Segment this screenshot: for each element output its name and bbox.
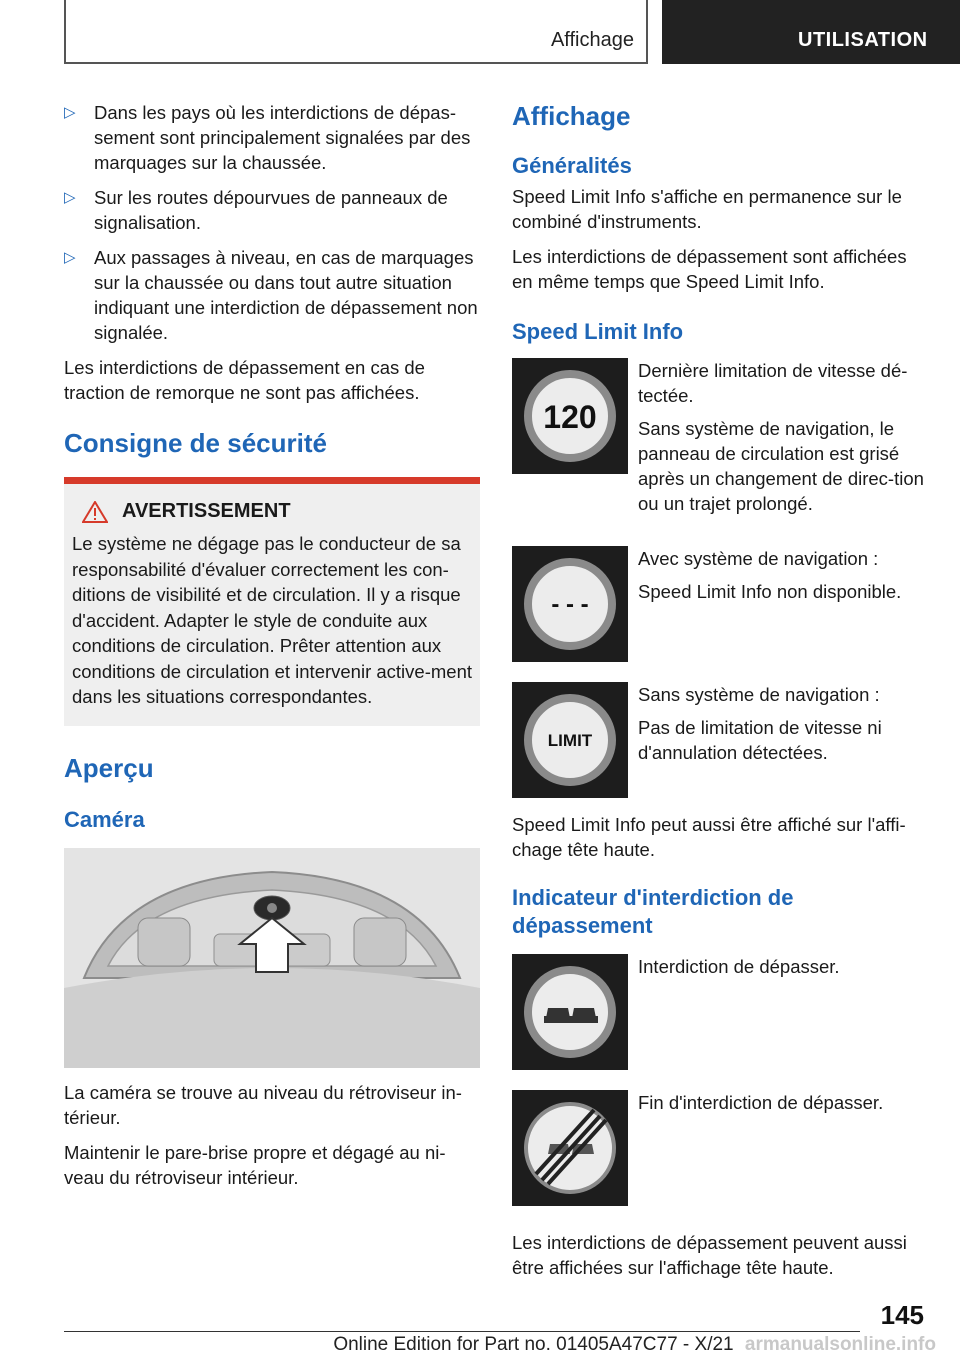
sign-120-text-2: Sans système de navigation, le panneau de circulation est grisé après un changement de direc-tion ou un trajet prolongé. xyxy=(638,418,924,514)
sign-120-text-1: Dernière limitation de vitesse dé-tectée. xyxy=(638,360,908,406)
warning-text: Le système ne dégage pas le conducteur de sa responsabilité d'évaluer correctement les con-ditions de visibilité et de circulation. Il y a risque d'accident. Adapter le style de conduite aux conditions de circulation. Prêter attention aux conditions de circulation et intervenir active-ment dans les situations correspondantes. xyxy=(72,533,472,707)
sign-limit-text-2: Pas de limitation de vitesse ni d'annulation détectées. xyxy=(638,717,882,763)
footer-edition-text: Online Edition for Part no. 01405A47C77 - X/21 xyxy=(333,1334,734,1355)
triangle-bullet-icon: ▷ xyxy=(64,104,76,121)
triangle-bullet-icon: ▷ xyxy=(64,249,76,266)
no-overtaking-label: Interdiction de dépasser. xyxy=(638,956,840,977)
header-section-title: Affichage xyxy=(550,29,634,51)
speed-limit-none-sign-icon xyxy=(512,682,628,798)
footer-rule xyxy=(64,1331,860,1332)
sign-120-text xyxy=(638,358,924,516)
safety-heading: Consigne de sécurité xyxy=(64,428,327,458)
sign-dash-text-1: Avec système de navigation : xyxy=(638,548,879,569)
sign-limit-row xyxy=(512,682,924,798)
end-no-overtaking-text xyxy=(638,1090,924,1115)
hud-text: Speed Limit Info peut aussi être affiché sur l'affi-chage tête haute. xyxy=(512,814,906,860)
header-section-tab xyxy=(64,0,648,64)
display-heading: Affichage xyxy=(512,101,631,131)
end-no-overtaking-sign-icon xyxy=(512,1090,628,1206)
general-heading: Généralités xyxy=(512,153,632,178)
speed-limit-unavailable-sign-icon xyxy=(512,546,628,662)
footer-edition xyxy=(0,1334,936,1356)
no-overtaking-row xyxy=(512,954,924,1070)
sign-120-row xyxy=(512,358,924,516)
bullet-item: ▷ Dans les pays où les interdictions de dépas-sement sont principalement signalées par des marquages sur la chaussée. xyxy=(64,102,471,173)
trailer-note: Les interdictions de dépassement en cas de traction de remorque ne sont pas affichées. xyxy=(64,357,425,403)
left-column xyxy=(64,100,480,1200)
camera-location-text: La caméra se trouve au niveau du rétroviseur in-térieur. xyxy=(64,1081,462,1128)
watermark-text: armanualsonline.info xyxy=(744,1334,936,1355)
camera-heading: Caméra xyxy=(64,806,145,832)
page-number: 145 xyxy=(880,1300,924,1330)
general-text-2: Les interdictions de dépassement sont affichées en même temps que Speed Limit Info. xyxy=(512,246,907,292)
end-no-overtaking-label: Fin d'interdiction de dépasser. xyxy=(638,1092,884,1113)
general-text-1: Speed Limit Info s'affiche en permanence sur le combiné d'instruments. xyxy=(512,186,902,232)
bullet-item: ▷ Aux passages à niveau, en cas de marquages sur la chaussée ou dans tout autre situation indiquant une interdiction de dépassement non signalée. xyxy=(64,247,478,343)
triangle-bullet-icon: ▷ xyxy=(64,189,76,206)
warning-title-row xyxy=(72,500,472,523)
sign-limit-text xyxy=(638,682,924,765)
speed-limit-120-sign-icon xyxy=(512,358,628,474)
no-overtaking-text xyxy=(638,954,924,979)
sign-limit-text-1: Sans système de navigation : xyxy=(638,684,880,705)
no-overtaking-sign-icon xyxy=(512,954,628,1070)
sign-dash-text xyxy=(638,546,924,604)
camera-maintenance-text: Maintenir le pare-brise propre et dégagé au ni-veau du rétroviseur intérieur. xyxy=(64,1141,446,1188)
overview-heading: Aperçu xyxy=(64,752,154,783)
sign-dash-label: - - - xyxy=(551,591,589,618)
bullet-item: ▷ Sur les routes dépourvues de panneaux de signalisation. xyxy=(64,187,448,233)
sign-dash-row xyxy=(512,546,924,662)
sign-120-label: 120 xyxy=(543,399,597,435)
camera-location-illustration xyxy=(64,848,480,1068)
warning-triangle-icon xyxy=(82,501,108,523)
warning-box xyxy=(64,477,480,726)
speed-limit-info-heading: Speed Limit Info xyxy=(512,319,684,344)
overtake-indicator-heading: Indicateur d'interdiction de dépassement xyxy=(512,885,794,938)
sign-limit-label: LIMIT xyxy=(547,731,593,750)
final-text: Les interdictions de dépassement peuvent aussi être affichées sur l'affichage tête haute. xyxy=(512,1232,907,1278)
right-column xyxy=(512,100,924,1290)
sign-dash-text-2: Speed Limit Info non disponible. xyxy=(638,581,902,602)
end-no-overtaking-row xyxy=(512,1090,924,1206)
header-chapter-title: UTILISATION xyxy=(798,29,928,51)
header-chapter-tab xyxy=(662,0,960,64)
warning-title: AVERTISSEMENT xyxy=(122,500,291,522)
